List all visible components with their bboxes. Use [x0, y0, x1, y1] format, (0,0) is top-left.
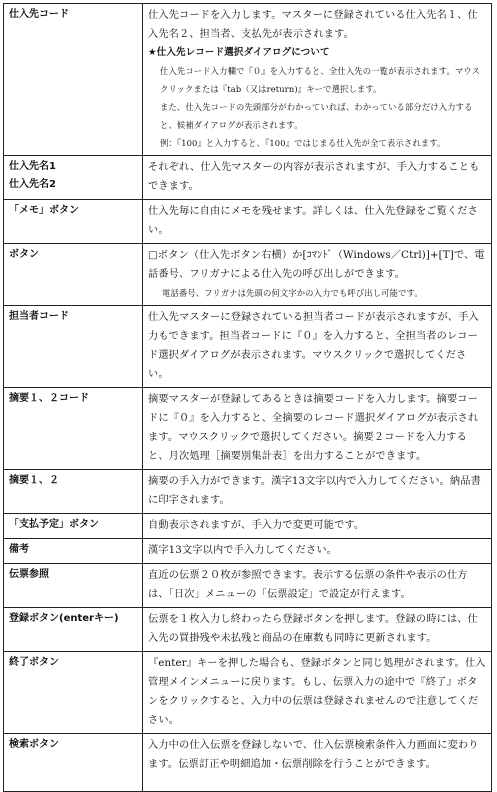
description-text: 自動表示されますが、手入力で変更可能です。 [148, 520, 365, 531]
table-row [4, 470, 492, 514]
description-cell [143, 514, 492, 539]
description-cell [143, 200, 492, 244]
description-cell [143, 4, 492, 156]
table-row [4, 244, 492, 306]
reference-document [3, 3, 492, 792]
term-cell [4, 306, 143, 388]
table-row [4, 608, 492, 652]
term-label: 検索ボタン [9, 739, 59, 750]
term-label: 仕入先名2 [9, 179, 56, 190]
table-row [4, 652, 492, 734]
description-cell [143, 652, 492, 734]
term-label: 伝票参照 [9, 569, 49, 580]
dialog-subheading: ★仕入先レコード選択ダイアログについて [148, 47, 330, 58]
description-text: 仕入先コードを入力します。マスターに登録されている仕入先名１、仕入先名２、担当者、支払先が表示されます。 [148, 10, 478, 40]
term-label: 終了ボタン [9, 657, 59, 668]
description-cell [143, 244, 492, 306]
term-cell [4, 244, 143, 306]
description-cell [143, 608, 492, 652]
table-row [4, 388, 492, 470]
term-cell [4, 539, 143, 564]
description-text: 『enter』キーを押した場合も、登録ボタンと同じ処理がされます。仕入管理メインメニューに戻ります。もし、伝票入力の途中で『終了』ボタンをクリックすると、入力中の伝票は登録されませんので注意してください。 [148, 658, 486, 726]
table-row [4, 4, 492, 156]
term-cell [4, 4, 143, 156]
term-cell [4, 156, 143, 200]
description-cell [143, 564, 492, 608]
note-text: また、仕入先コードの先頭部分がわかっていれば、わかっている部分だけ入力すると、候補ダイアログが表示されます。 [160, 102, 473, 130]
table-row [4, 539, 492, 564]
term-cell [4, 514, 143, 539]
term-label: 担当者コード [9, 311, 69, 322]
table-row [4, 156, 492, 200]
term-label: 仕入先名1 [9, 161, 56, 172]
description-text: □ボタン（仕入先ボタン右横）か[ｺﾏﾝﾄﾞ（Windows／Ctrl)]+[T]で、電話番号、フリガナによる仕入先の呼び出しができます。 [148, 250, 485, 280]
description-text: 漢字13文字以内で手入力してください。 [148, 545, 337, 556]
table-row [4, 734, 492, 792]
table-row [4, 514, 492, 539]
table-row [4, 306, 492, 388]
description-text: 仕入先毎に自由にメモを残せます。詳しくは、仕入先登録をご覧ください。 [148, 206, 478, 236]
term-label: 仕入先コード [9, 9, 69, 20]
term-cell [4, 564, 143, 608]
term-cell [4, 388, 143, 470]
term-label: 摘要１、２ [9, 475, 59, 486]
description-cell [143, 539, 492, 564]
description-text: 伝票を１枚入力し終わったら登録ボタンを押します。登録の時には、仕入先の買掛残や未払残と商品の在庫数も同時に更新されます。 [148, 614, 478, 644]
description-cell [143, 306, 492, 388]
table-row [4, 564, 492, 608]
description-text: 直近の伝票２０枚が参照できます。表示する伝票の条件や表示の仕方は、「日次」メニューの「伝票設定」で設定が行えます。 [148, 570, 468, 600]
description-text: 摘要マスターが登録してあるときは摘要コードを入力します。摘要コードに『０』を入力すると、全摘要のレコード選択ダイアログが表示されます。マウスクリックで選択してください。摘要２コードを入力すると、月次処理［摘要別集計表］を出力することができます。 [148, 394, 479, 462]
description-text: 仕入先マスターに登録されている担当者コードが表示されますが、手入力もできます。担当者コードに『０』を入力すると、全担当者のレコード選択ダイアログが表示されます。マウスクリックで選択してください。 [148, 312, 479, 380]
note-text: 電話番号、フリガナは先頭の何文字かの入力でも呼び出し可能です。 [162, 288, 423, 298]
term-cell [4, 470, 143, 514]
term-label: 登録ボタン(enterキー) [9, 613, 119, 624]
note-text: 例：『100』と入力すると、『100』ではじまる仕入先が全て表示されます。 [160, 138, 446, 148]
term-label: 「支払予定」ボタン [9, 519, 99, 530]
term-cell [4, 652, 143, 734]
term-label: 摘要１、２コード [9, 393, 89, 404]
term-label: ボタン [9, 249, 39, 260]
note-text: 仕入先コード入力欄で『０』を入力すると、全仕入先の一覧が表示されます。マウスクリックまたは『tab（又はreturn)』キーで選択します。 [160, 66, 481, 94]
term-label: 備考 [9, 544, 29, 555]
table-row [4, 200, 492, 244]
description-cell [143, 388, 492, 470]
description-cell [143, 156, 492, 200]
term-cell [4, 608, 143, 652]
term-label: 「メモ」ボタン [9, 205, 79, 216]
description-cell [143, 734, 492, 792]
description-text: 摘要の手入力ができます。漢字13文字以内で入力してください。納品書に印字されます。 [148, 476, 481, 506]
term-cell [4, 734, 143, 792]
description-text: それぞれ、仕入先マスターの内容が表示されますが、手入力することもできます。 [148, 162, 480, 192]
field-description-table [3, 3, 492, 792]
description-cell [143, 470, 492, 514]
description-text: 入力中の仕入伝票を登録しないで、仕入伝票検索条件入力画面に変わります。伝票訂正や明細追加・伝票削除を行うことができます。 [148, 740, 479, 770]
term-cell [4, 200, 143, 244]
